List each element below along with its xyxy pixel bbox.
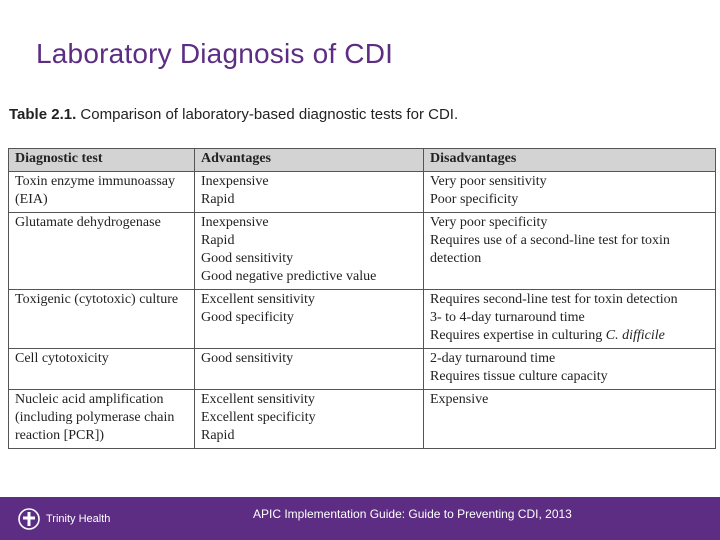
cell-line: Cell cytotoxicity	[15, 351, 109, 366]
cell-test	[9, 172, 195, 213]
cell-line: Rapid	[201, 192, 235, 207]
cell-disadvantages	[424, 390, 716, 449]
cell-line: Requires use of a second-line test for toxin	[430, 233, 670, 248]
cell-advantages	[195, 290, 424, 349]
cell-line: Requires tissue culture capacity	[430, 369, 608, 384]
cell-line: Good specificity	[201, 310, 294, 325]
cell-line: Toxin enzyme immunoassay	[15, 174, 175, 189]
cell-disadvantages	[424, 172, 716, 213]
cell-line: Inexpensive	[201, 174, 269, 189]
trinity-health-logo	[16, 507, 110, 531]
table-row	[9, 349, 716, 390]
footer-bar	[0, 497, 720, 540]
cell-line: Good sensitivity	[201, 351, 294, 366]
cell-test	[9, 390, 195, 449]
header-disadvantages: Disadvantages	[424, 149, 716, 172]
cell-line: Poor specificity	[430, 192, 519, 207]
cell-line: Excellent sensitivity	[201, 392, 315, 407]
cell-line: Nucleic acid amplification	[15, 392, 164, 407]
table-caption-text: Comparison of laboratory-based diagnostic tests for CDI.	[76, 106, 459, 123]
cell-line: Excellent specificity	[201, 410, 316, 425]
header-advantages: Advantages	[195, 149, 424, 172]
cell-line: 3- to 4-day turnaround time	[430, 310, 585, 325]
cell-line: Rapid	[201, 428, 235, 443]
cell-line: Toxigenic (cytotoxic) culture	[15, 292, 179, 307]
cell-line: Glutamate dehydrogenase	[15, 215, 161, 230]
cell-disadvantages	[424, 213, 716, 290]
cell-advantages	[195, 213, 424, 290]
cell-line: detection	[430, 251, 482, 266]
cell-advantages	[195, 390, 424, 449]
cell-advantages	[195, 172, 424, 213]
trinity-cross-icon	[16, 507, 42, 531]
comparison-table	[8, 148, 716, 449]
cell-line: (including polymerase chain	[15, 410, 175, 425]
cell-line: Good sensitivity	[201, 251, 294, 266]
table-caption	[9, 106, 458, 123]
cell-test	[9, 349, 195, 390]
cell-line: Inexpensive	[201, 215, 269, 230]
cell-test	[9, 213, 195, 290]
table-header-row	[9, 149, 716, 172]
cell-line: Very poor sensitivity	[430, 174, 547, 189]
slide-title: Laboratory Diagnosis of CDI	[36, 38, 394, 69]
cell-line: Excellent sensitivity	[201, 292, 315, 307]
cell-line: Requires expertise in culturing C. difficile	[430, 328, 665, 343]
cell-line: Expensive	[430, 392, 489, 407]
cell-line: Requires second-line test for toxin detection	[430, 292, 678, 307]
cell-line: Good negative predictive value	[201, 269, 377, 284]
header-diagnostic-test: Diagnostic test	[9, 149, 195, 172]
cell-test	[9, 290, 195, 349]
table-row	[9, 390, 716, 449]
cell-line: 2-day turnaround time	[430, 351, 556, 366]
cell-advantages	[195, 349, 424, 390]
table-row	[9, 213, 716, 290]
cell-line: reaction [PCR])	[15, 428, 105, 443]
footer-citation: APIC Implementation Guide: Guide to Preventing CDI, 2013	[253, 507, 572, 521]
cell-line: Rapid	[201, 233, 235, 248]
cell-line: (EIA)	[15, 192, 48, 207]
cell-disadvantages	[424, 349, 716, 390]
table-caption-number: Table 2.1.	[9, 106, 77, 123]
cell-disadvantages	[424, 290, 716, 349]
logo-text: Trinity Health	[46, 513, 111, 525]
cell-line: Very poor specificity	[430, 215, 548, 230]
table-row	[9, 172, 716, 213]
table-row	[9, 290, 716, 349]
